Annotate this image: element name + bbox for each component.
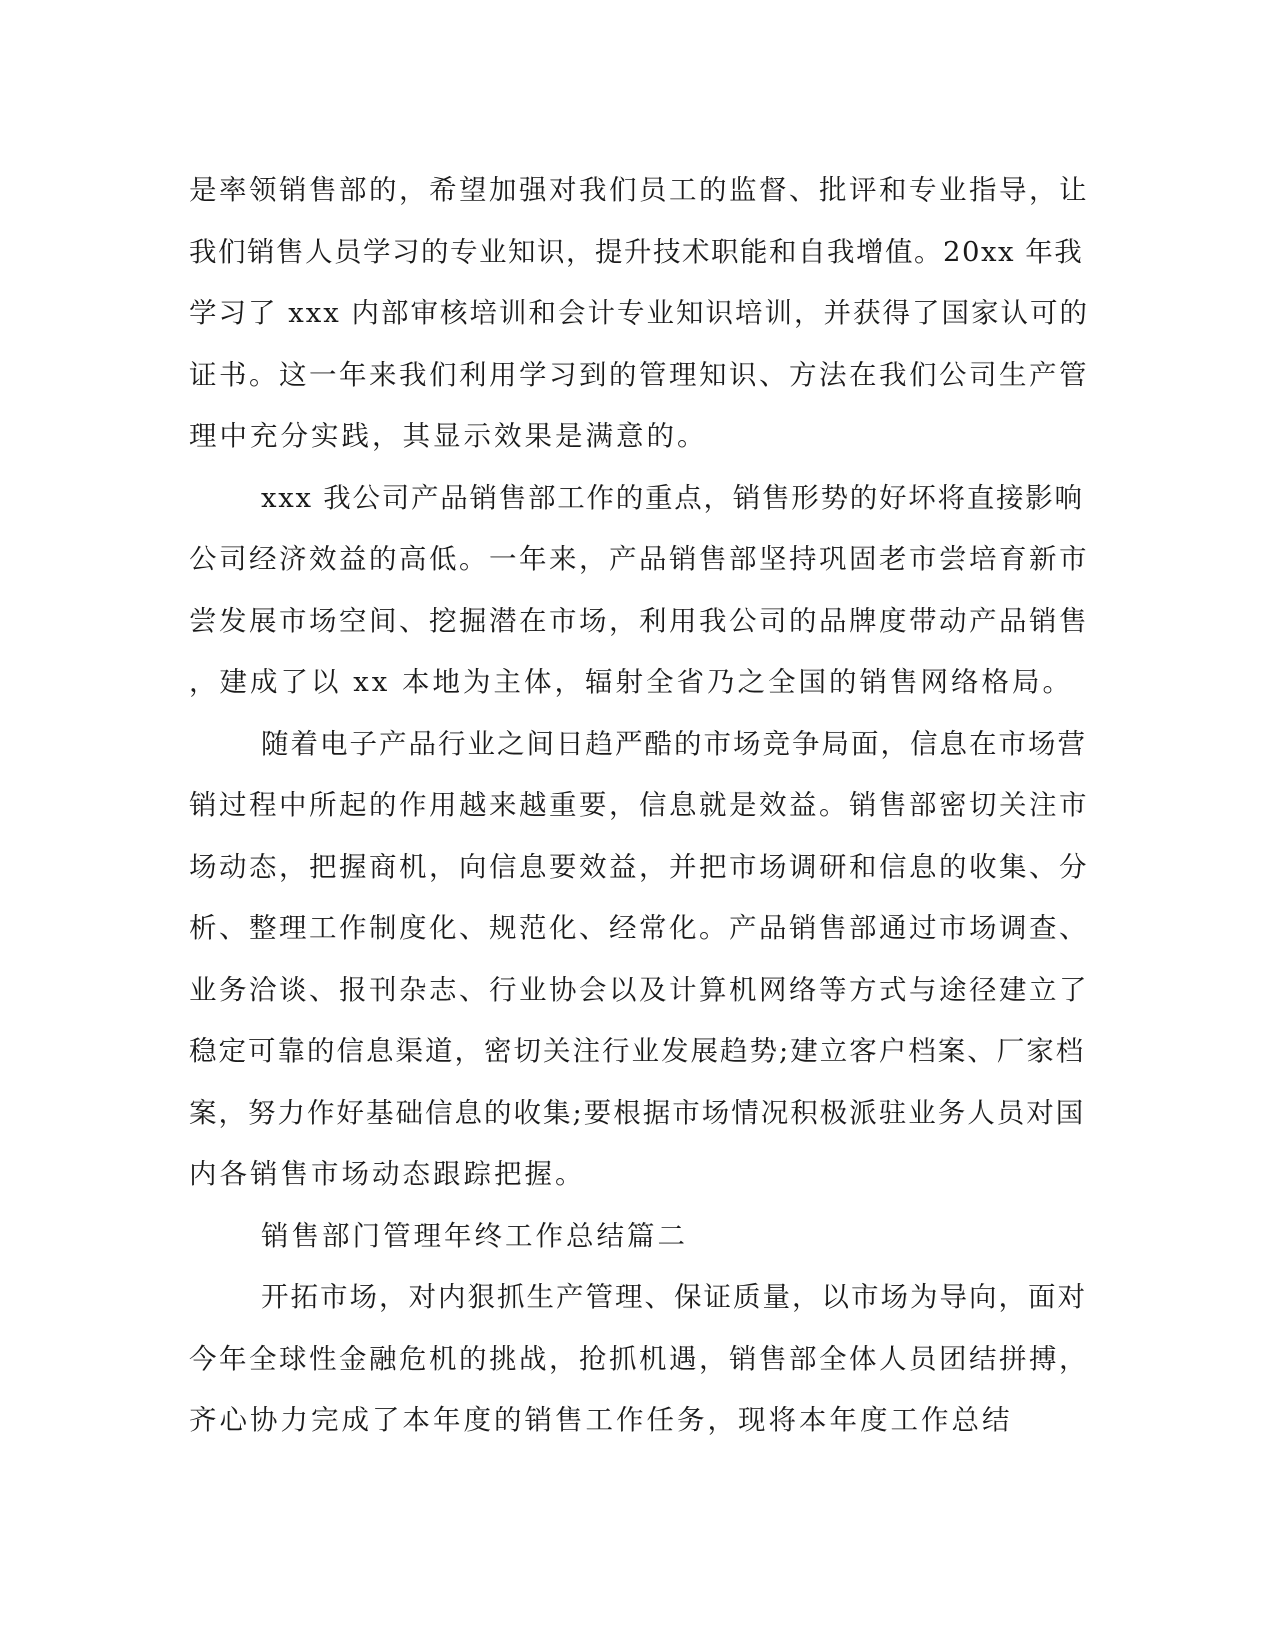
- text-line: 内各销售市场动态跟踪把握。: [189, 1158, 586, 1190]
- document-body: [189, 160, 1089, 1452]
- text-line: 开拓市场，对内狠抓生产管理、保证质量，以市场为导向，面对: [261, 1281, 1087, 1313]
- text-line: 析、整理工作制度化、规范化、经常化。产品销售部通过市场调查、: [189, 912, 1089, 944]
- text-line: 学习了 xxx 内部审核培训和会计专业知识培训，并获得了国家认可的: [189, 297, 1090, 329]
- text-line: 尝发展市场空间、挖掘潜在市场，利用我公司的品牌度带动产品销售: [189, 604, 1089, 637]
- text-line: ，建成了以 xx 本地为主体，辐射全省乃之全国的销售网络格局。: [189, 666, 1073, 698]
- text-line: 齐心协力完成了本年度的销售工作任务，现将本年度工作总结: [189, 1404, 1013, 1436]
- text-line: 我们销售人员学习的专业知识，提升技术职能和自我增值。20xx 年我: [189, 235, 1084, 268]
- text-line: xxx 我公司产品销售部工作的重点，销售形势的好坏将直接影响: [261, 481, 1084, 514]
- text-line: 场动态，把握商机，向信息要效益，并把市场调研和信息的收集、分: [189, 850, 1089, 883]
- text-line: 随着电子产品行业之间日趋严酷的市场竞争局面，信息在市场营: [261, 727, 1087, 760]
- text-line: 公司经济效益的高低。一年来，产品销售部坚持巩固老市尝培育新市: [189, 543, 1089, 575]
- text-line: 销过程中所起的作用越来越重要，信息就是效益。销售部密切关注市: [189, 789, 1089, 821]
- text-line: 销售部门管理年终工作总结篇二: [261, 1219, 688, 1252]
- text-line: 稳定可靠的信息渠道，密切关注行业发展趋势;建立客户档案、厂家档: [189, 1035, 1086, 1067]
- text-line: 证书。这一年来我们利用学习到的管理知识、方法在我们公司生产管: [189, 358, 1089, 391]
- text-line: 理中充分实践，其显示效果是满意的。: [189, 420, 708, 452]
- text-line: 案，努力作好基础信息的收集;要根据市场情况积极派驻业务人员对国: [189, 1096, 1086, 1129]
- text-line: 今年全球性金融危机的挑战，抢抓机遇，销售部全体人员团结拼搏，: [189, 1342, 1089, 1375]
- text-line: 是率领销售部的，希望加强对我们员工的监督、批评和专业指导，让: [189, 174, 1089, 206]
- text-line: 业务洽谈、报刊杂志、行业协会以及计算机网络等方式与途径建立了: [189, 973, 1089, 1006]
